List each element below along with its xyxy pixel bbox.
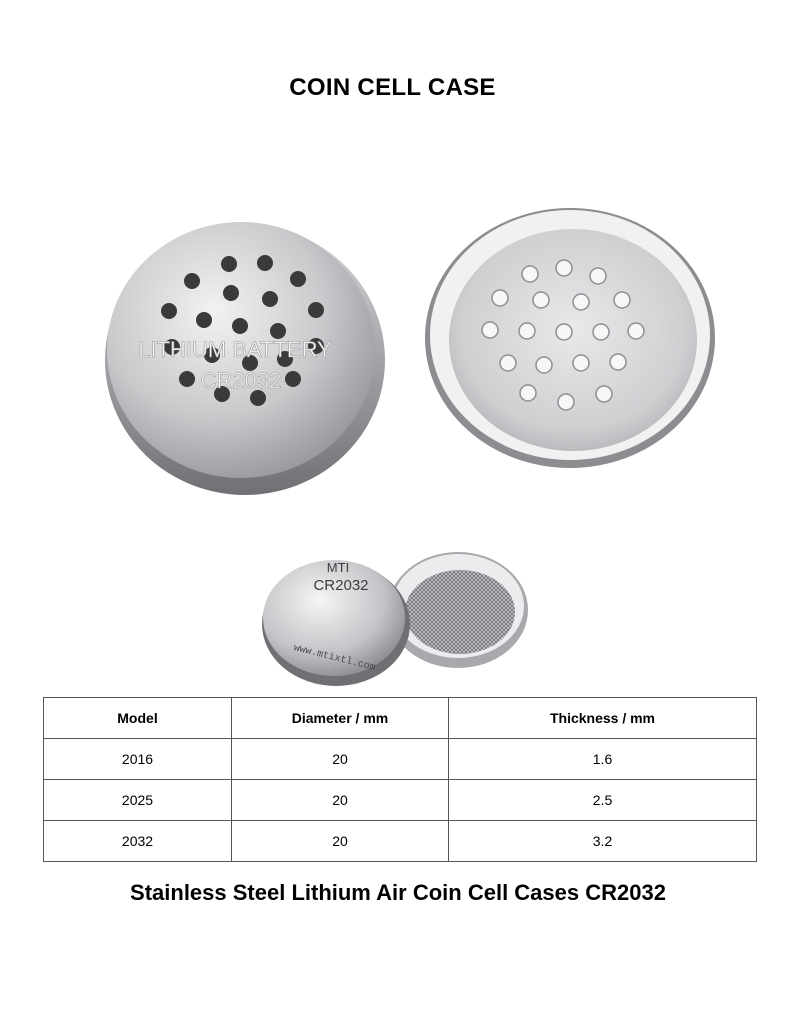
cell-diameter: 20 bbox=[232, 739, 449, 780]
header-thickness: Thickness / mm bbox=[449, 698, 757, 739]
spec-table bbox=[43, 697, 757, 862]
product-caption: Stainless Steel Lithium Air Coin Cell Cases CR2032 bbox=[130, 880, 666, 905]
cell-thickness: 2.5 bbox=[449, 780, 757, 821]
header-diameter: Diameter / mm bbox=[232, 698, 449, 739]
table-row bbox=[44, 821, 757, 862]
cap-text-line1: LITHIUM BATTERY bbox=[138, 337, 332, 362]
page-title: COIN CELL CASE bbox=[289, 74, 496, 101]
mesh-case-brand: MTI bbox=[326, 560, 350, 575]
coin-cell-cases-photo bbox=[95, 180, 735, 500]
cell-model: 2025 bbox=[44, 780, 232, 821]
tray-case-right bbox=[425, 208, 715, 468]
cell-model: 2016 bbox=[44, 739, 232, 780]
cell-thickness: 1.6 bbox=[449, 739, 757, 780]
cell-model: 2032 bbox=[44, 821, 232, 862]
cap-case-left bbox=[105, 222, 385, 495]
cap-text-line2: CR2032 bbox=[200, 368, 282, 393]
closed-case bbox=[262, 560, 410, 686]
cell-thickness: 3.2 bbox=[449, 821, 757, 862]
cell-diameter: 20 bbox=[232, 780, 449, 821]
header-model: Model bbox=[44, 698, 232, 739]
coin-cell-mesh-photo bbox=[258, 540, 538, 690]
table-row bbox=[44, 739, 757, 780]
table-header-row bbox=[44, 698, 757, 739]
cell-diameter: 20 bbox=[232, 821, 449, 862]
mesh-case-url: www.mtixtl.com bbox=[292, 643, 377, 675]
table-row bbox=[44, 780, 757, 821]
open-tray-with-mesh bbox=[388, 552, 528, 668]
mesh-case-model: CR2032 bbox=[313, 577, 369, 594]
